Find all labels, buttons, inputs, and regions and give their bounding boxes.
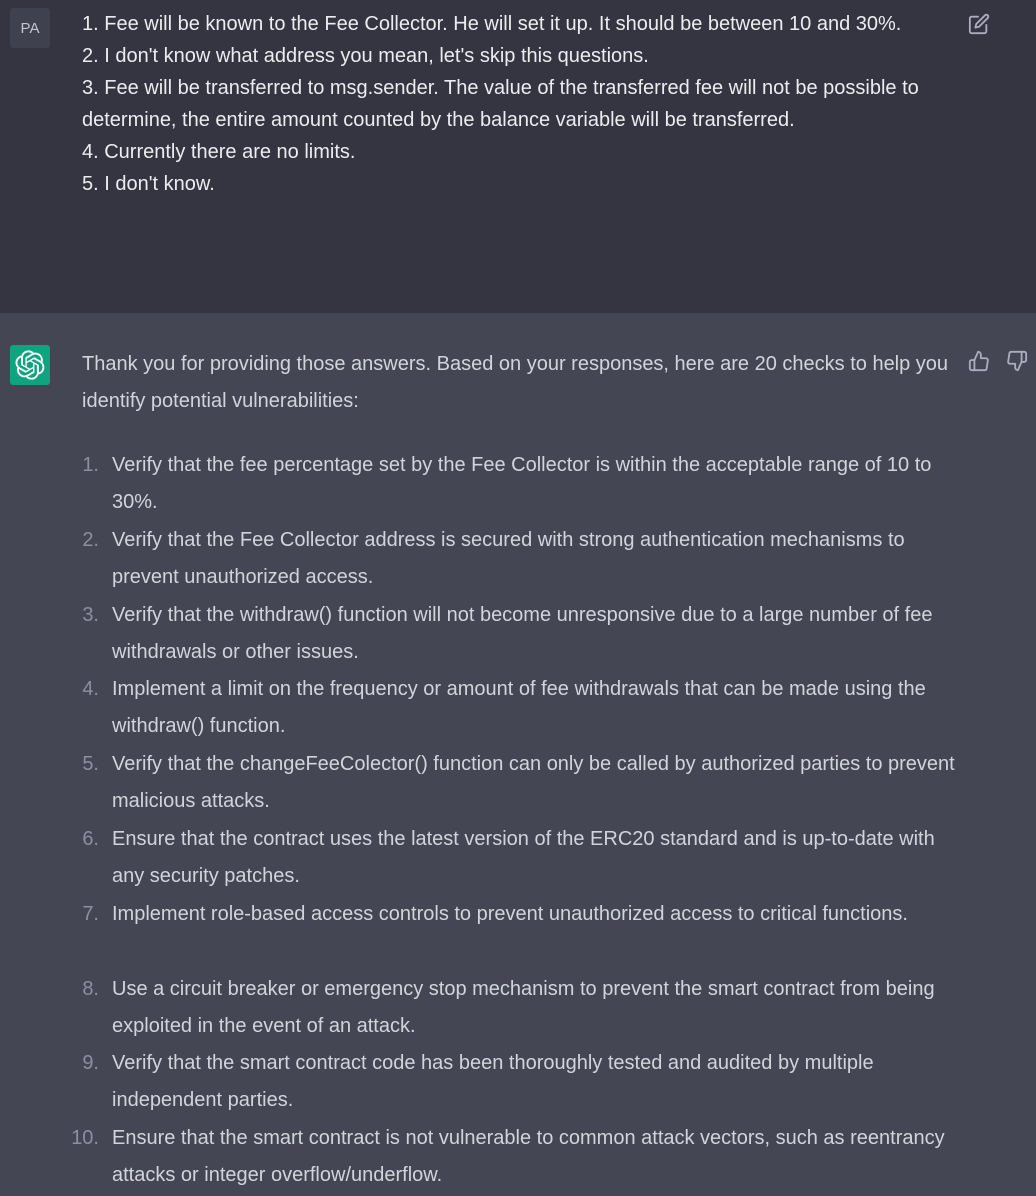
list-item-text: Ensure that the contract uses the latest version of the ERC20 standard and is up-to-date with any security patches. [112,827,935,887]
user-line: 3. Fee will be transferred to msg.sender. The value of the transferred fee will not be possible to determine, the entire amount counted by the balance variable will be transferred. [82,77,919,131]
list-item-number: 4. [82,678,99,701]
list-item [0,522,1036,597]
list-item-number: 3. [82,603,99,626]
list-item [0,896,1036,971]
list-item [0,1045,1036,1120]
list-item [0,447,1036,522]
assistant-intro: Thank you for providing those answers. Based on your responses, here are 20 checks to help you identify potential vulnerabilities: [82,353,949,412]
list-item-text: Verify that the withdraw() function will not become unresponsive due to a large number of fee withdrawals or other issues. [112,603,933,663]
list-item-number: 5. [82,753,99,776]
user-message [0,0,1036,313]
list-item [0,1120,1036,1195]
list-item-text: Implement a limit on the frequency or amount of fee withdrawals that can be made using the withdraw() function. [112,678,926,738]
list-item-number: 9. [82,1052,99,1075]
user-avatar-initials: PA [20,19,40,37]
list-item-text: Verify that the Fee Collector address is secured with strong authentication mechanisms to prevent unauthorized access. [112,528,905,588]
user-line: 2. I don't know what address you mean, let's skip this questions. [82,45,649,67]
user-line: 1. Fee will be known to the Fee Collector. He will set it up. It should be between 10 and 30%. [82,13,902,35]
user-avatar [10,8,50,48]
list-item-number: 8. [82,977,99,1000]
list-item [0,746,1036,821]
list-item [0,671,1036,746]
openai-logo-icon [10,345,50,385]
list-item [0,821,1036,896]
list-item-text: Verify that the changeFeeColector() function can only be called by authorized parties to prevent malicious attacks. [112,753,955,813]
list-item-text: Verify that the smart contract code has been thoroughly tested and audited by multiple independent parties. [112,1052,874,1112]
list-item-text: Verify that the fee percentage set by the Fee Collector is within the acceptable range of 10 to 30%. [112,454,932,513]
list-item-text: Implement role-based access controls to prevent unauthorized access to critical functions. [112,902,908,925]
list-item-number: 7. [82,902,99,925]
list-item [0,597,1036,672]
list-item-text: Use a circuit breaker or emergency stop mechanism to prevent the smart contract from being exploited in the event of an attack. [112,977,935,1037]
list-item-number: 6. [82,827,99,850]
edit-icon[interactable] [966,11,992,37]
list-item [0,971,1036,1046]
list-item-number: 1. [82,454,99,476]
user-line: 5. I don't know. [82,173,215,195]
user-line: 4. Currently there are no limits. [82,141,356,163]
list-item-number: 2. [82,528,99,551]
thumbs-up-icon[interactable] [966,348,992,374]
user-message-text [82,8,922,200]
list-item-number: 10. [71,1127,99,1150]
list-item-text: Ensure that the smart contract is not vulnerable to common attack vectors, such as reentrancy attacks or integer overflow/underflow. [112,1127,945,1187]
checks-list [0,447,1036,1195]
thumbs-down-icon[interactable] [1004,348,1030,374]
